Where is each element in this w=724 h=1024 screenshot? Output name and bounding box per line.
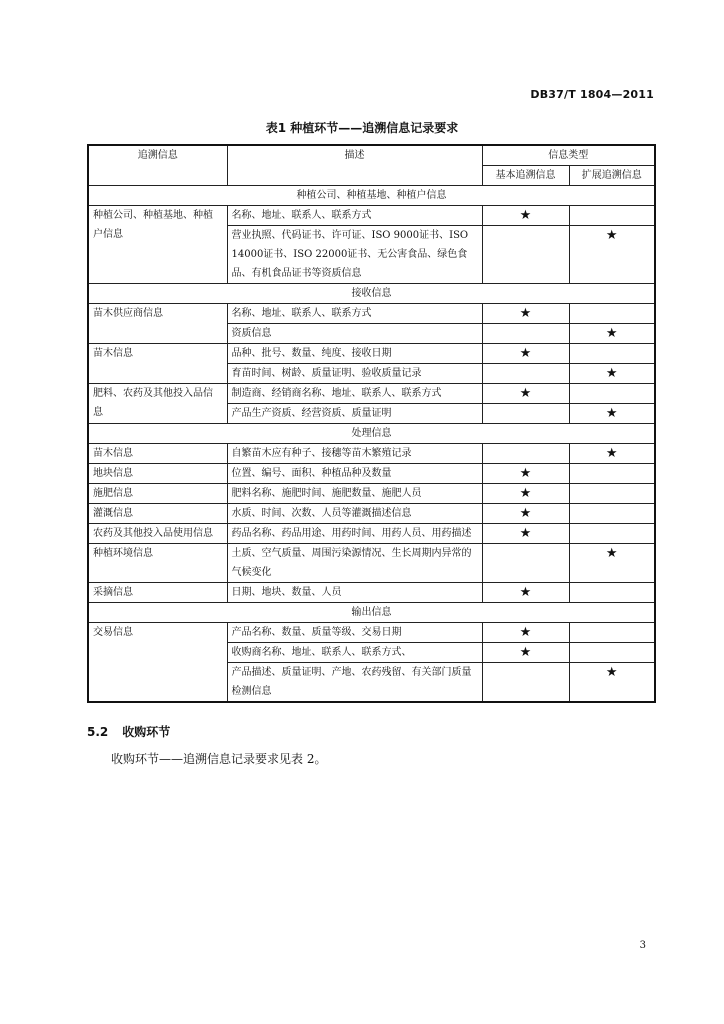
- extended-star-icon: ★: [569, 226, 655, 284]
- standard-code: DB37/T 1804—2011: [530, 88, 654, 101]
- empty-cell: [482, 404, 569, 424]
- basic-star-icon: ★: [482, 524, 569, 544]
- section-row: 处理信息: [88, 424, 655, 444]
- header-info-type: 信息类型: [482, 145, 655, 166]
- info-cell: 交易信息: [88, 623, 227, 703]
- section-row: 接收信息: [88, 284, 655, 304]
- basic-star-icon: ★: [482, 484, 569, 504]
- empty-cell: [569, 464, 655, 484]
- empty-cell: [569, 623, 655, 643]
- info-cell: 采摘信息: [88, 583, 227, 603]
- section-row: 输出信息: [88, 603, 655, 623]
- desc-cell: 肥料名称、施肥时间、施肥数量、施肥人员: [227, 484, 482, 504]
- empty-cell: [482, 226, 569, 284]
- page-number: 3: [639, 940, 646, 951]
- empty-cell: [569, 504, 655, 524]
- extended-star-icon: ★: [569, 364, 655, 384]
- info-cell: 苗木信息: [88, 344, 227, 384]
- desc-cell: 制造商、经销商名称、地址、联系人、联系方式: [227, 384, 482, 404]
- extended-star-icon: ★: [569, 444, 655, 464]
- header-basic: 基本追溯信息: [482, 166, 569, 186]
- empty-cell: [569, 304, 655, 324]
- desc-cell: 育苗时间、树龄、质量证明、验收质量记录: [227, 364, 482, 384]
- empty-cell: [482, 444, 569, 464]
- desc-cell: 营业执照、代码证书、许可证、ISO 9000证书、ISO 14000证书、ISO 22000证书、无公害食品、绿色食品、有机食品证书等资质信息: [227, 226, 482, 284]
- basic-star-icon: ★: [482, 344, 569, 364]
- empty-cell: [569, 583, 655, 603]
- desc-cell: 产品生产资质、经营资质、质量证明: [227, 404, 482, 424]
- desc-cell: 药品名称、药品用途、用药时间、用药人员、用药描述: [227, 524, 482, 544]
- header-description: 描述: [227, 145, 482, 186]
- desc-cell: 自繁苗木应有种子、接穗等苗木繁殖记录: [227, 444, 482, 464]
- section-number: 5.2: [87, 725, 109, 739]
- info-cell: 地块信息: [88, 464, 227, 484]
- info-cell: 施肥信息: [88, 484, 227, 504]
- basic-star-icon: ★: [482, 643, 569, 663]
- traceability-table: [87, 144, 656, 703]
- empty-cell: [569, 524, 655, 544]
- desc-cell: 水质、时间、次数、人员等灌溉描述信息: [227, 504, 482, 524]
- empty-cell: [569, 206, 655, 226]
- empty-cell: [569, 484, 655, 504]
- desc-cell: 名称、地址、联系人、联系方式: [227, 304, 482, 324]
- empty-cell: [569, 344, 655, 364]
- extended-star-icon: ★: [569, 404, 655, 424]
- info-cell: 种植公司、种植基地、种植户信息: [88, 206, 227, 284]
- basic-star-icon: ★: [482, 464, 569, 484]
- desc-cell: 品种、批号、数量、纯度、接收日期: [227, 344, 482, 364]
- desc-cell: 资质信息: [227, 324, 482, 344]
- header-trace-info: 追溯信息: [88, 145, 227, 186]
- info-cell: 肥料、农药及其他投入品信息: [88, 384, 227, 424]
- body-paragraph: 收购环节——追溯信息记录要求见表 2。: [111, 752, 327, 766]
- desc-cell: 产品描述、质量证明、产地、农药残留、有关部门质量检测信息: [227, 663, 482, 703]
- section-row: 种植公司、种植基地、种植户信息: [88, 186, 655, 206]
- desc-cell: 名称、地址、联系人、联系方式: [227, 206, 482, 226]
- extended-star-icon: ★: [569, 324, 655, 344]
- header-extended: 扩展追溯信息: [569, 166, 655, 186]
- empty-cell: [569, 384, 655, 404]
- empty-cell: [482, 544, 569, 583]
- empty-cell: [569, 643, 655, 663]
- desc-cell: 日期、地块、数量、人员: [227, 583, 482, 603]
- basic-star-icon: ★: [482, 623, 569, 643]
- empty-cell: [482, 364, 569, 384]
- section-heading: [87, 723, 170, 740]
- info-cell: 种植环境信息: [88, 544, 227, 583]
- empty-cell: [482, 324, 569, 344]
- extended-star-icon: ★: [569, 544, 655, 583]
- extended-star-icon: ★: [569, 663, 655, 703]
- info-cell: 灌溉信息: [88, 504, 227, 524]
- desc-cell: 土质、空气质量、周围污染源情况、生长周期内异常的气候变化: [227, 544, 482, 583]
- section-title: 收购环节: [122, 725, 171, 739]
- empty-cell: [482, 663, 569, 703]
- basic-star-icon: ★: [482, 504, 569, 524]
- basic-star-icon: ★: [482, 384, 569, 404]
- table-title: 表1 种植环节——追溯信息记录要求: [265, 121, 459, 135]
- basic-star-icon: ★: [482, 583, 569, 603]
- desc-cell: 产品名称、数量、质量等级、交易日期: [227, 623, 482, 643]
- basic-star-icon: ★: [482, 206, 569, 226]
- info-cell: 农药及其他投入品使用信息: [88, 524, 227, 544]
- info-cell: 苗木供应商信息: [88, 304, 227, 344]
- desc-cell: 收购商名称、地址、联系人、联系方式、: [227, 643, 482, 663]
- info-cell: 苗木信息: [88, 444, 227, 464]
- basic-star-icon: ★: [482, 304, 569, 324]
- desc-cell: 位置、编号、面积、种植品种及数量: [227, 464, 482, 484]
